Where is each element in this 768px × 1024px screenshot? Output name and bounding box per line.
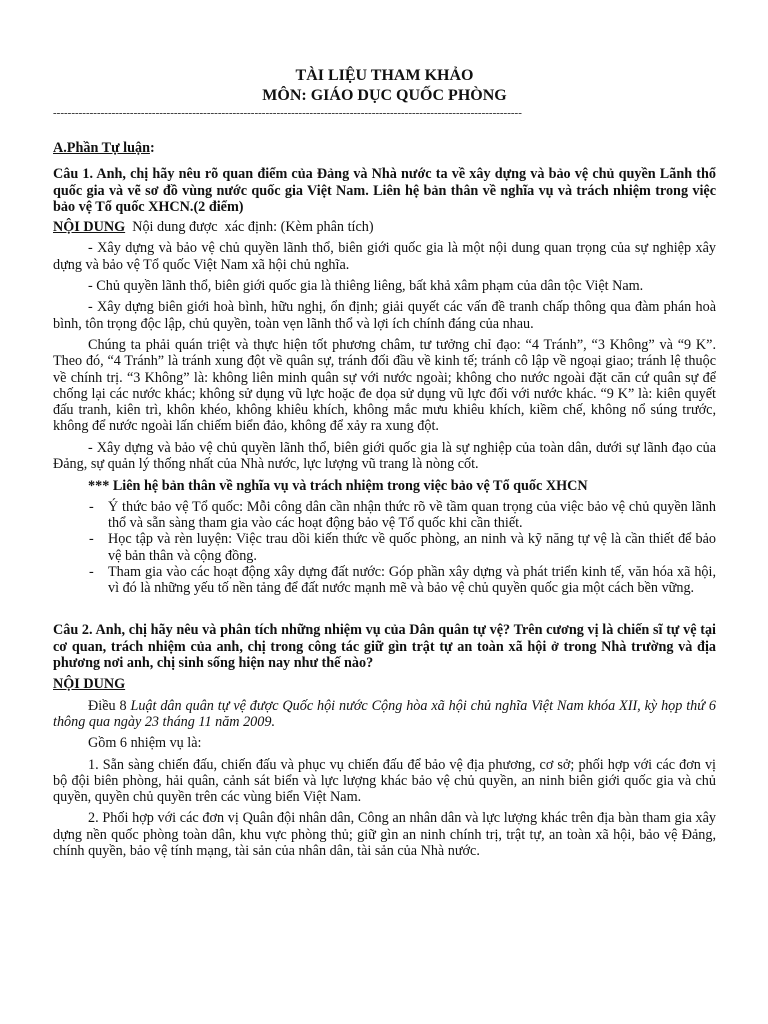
q1-paragraph: Chúng ta phải quán triệt và thực hiện tốt phương châm, tư tưởng chỉ đạo: “4 Tránh”, “3 Không” và “9 K”. Theo đó, “4 Tránh” là tránh xung đột về quân sự, tránh đối đầu về kinh tế; tránh cô lập về ngoại giao; tránh lệ thuộc về chính trị. “3 Không” là: không liên minh quân sự với nước ngoài; không cho nước ngoài đặt căn cứ quân sự để chống lại các nước khác; không sử dụng vũ lực hoặc đe dọa sử dụng vũ lực đối với nước khác. “9 K” là: kiên quyết đấu tranh, kiên trì, khôn khéo, không khiêu khích, không mắc mưu khiêu khích, kiềm chế, không nổ súng trước, không để nước ngoài lấn chiếm biển đảo, không để xảy ra xung đột. (53, 336, 716, 435)
separator-line: -------------------------------------------------------------------------------------------------------------------------------- (53, 107, 522, 119)
document-title-line2: MÔN: GIÁO DỤC QUỐC PHÒNG (262, 87, 507, 104)
q1-content-label: NỘI DUNG (53, 219, 126, 236)
q1-paragraph: - Chủ quyền lãnh thổ, biên giới quốc gia là thiêng liêng, bất khả xâm phạm của dân tộc Việt Nam. (88, 278, 644, 295)
part-a-colon: : (149, 140, 155, 156)
list-item: - Ý thức bảo vệ Tổ quốc: Mỗi công dân cần nhận thức rõ về tầm quan trọng của việc bảo vệ chủ quyền lãnh thổ và sẵn sàng tham gia vào các hoạt động bảo vệ Tổ quốc khi cần thiết. (108, 499, 716, 532)
part-a-heading (53, 140, 716, 156)
q1-content-note: Nội dung được xác định: (Kèm phân tích) (125, 219, 374, 236)
q1-relate-list (53, 499, 716, 597)
q2-law-prefix: Điều 8 (88, 697, 131, 714)
q2-task: 2. Phối hợp với các đơn vị Quân đội nhân dân, Công an nhân dân và lực lượng khác trên địa bàn tham gia xây dựng nền quốc phòng toàn dân, khu vực phòng thủ; giữ gìn an ninh chính trị, trật tự, an toàn xã hội, bảo vệ Đảng, chính quyền, bảo vệ tính mạng, tài sản của nhân dân, tài sản của Nhà nước. (53, 810, 716, 859)
question-1: Câu 1. Anh, chị hãy nêu rõ quan điểm của Đảng và Nhà nước ta về xây dựng và bảo vệ chủ quyền Lãnh thổ quốc gia và vẽ sơ đồ vùng nước quốc gia Việt Nam. Liên hệ bản thân về nghĩa vụ và trách nhiệm trong việc bảo vệ Tổ quốc XHCN.(2 điểm) (53, 166, 716, 215)
q2-intro: Gồm 6 nhiệm vụ là: (88, 735, 202, 752)
q1-relate-heading: *** Liên hệ bản thân về nghĩa vụ và trách nhiệm trong việc bảo vệ Tổ quốc XHCN (88, 478, 588, 495)
list-item: - Học tập và rèn luyện: Việc trau dồi kiến thức về quốc phòng, an ninh và kỹ năng tự vệ là cần thiết để bảo vệ bản thân và cộng đồng. (108, 531, 716, 564)
part-a-label: A.Phần Tự luận (53, 140, 150, 156)
document-title-line1: TÀI LIỆU THAM KHẢO (295, 67, 474, 84)
q2-law-reference (53, 698, 716, 731)
q2-task: 1. Sẵn sàng chiến đấu, chiến đấu và phục vụ chiến đấu để bảo vệ địa phương, cơ sở; phối hợp với các đơn vị bộ đội biên phòng, hải quân, cảnh sát biển và lực lượng khác bảo vệ chủ quyền, an ninh biên giới quốc gia và chủ quyền, quyền chủ quyền trên các vùng biển Việt Nam. (53, 756, 716, 806)
q1-content-heading (53, 219, 716, 235)
question-2: Câu 2. Anh, chị hãy nêu và phân tích những nhiệm vụ của Dân quân tự vệ? Trên cương vị là chiến sĩ tự vệ tại cơ quan, trách nhiệm của anh, chị trong công tác giữ gìn trật tự an toàn xã hội ở trong Nhà trường và địa phương nơi anh, chị sinh sống hiện nay như thế nào? (53, 622, 716, 672)
q2-content-label: NỘI DUNG (53, 676, 126, 693)
q1-paragraph: - Xây dựng biên giới hoà bình, hữu nghị, ổn định; giải quyết các vấn đề tranh chấp thông qua đàm phán hoà bình, tôn trọng độc lập, chủ quyền, toàn vẹn lãnh thổ và lợi ích chính đáng của nhau. (53, 299, 716, 332)
list-item: - Tham gia vào các hoạt động xây dựng đất nước: Góp phần xây dựng và phát triển kinh tế, văn hóa xã hội, vì đó là những yếu tố nền tảng để đất nước mạnh mẽ và bảo vệ chủ quyền quốc gia một cách bền vững. (108, 564, 716, 597)
q1-paragraph: - Xây dựng và bảo vệ chủ quyền lãnh thổ, biên giới quốc gia là một nội dung quan trọng của sự nghiệp xây dựng và bảo vệ Tổ quốc Việt Nam xã hội chủ nghĩa. (53, 240, 716, 273)
q2-law-title: Luật dân quân tự vệ được Quốc hội nước Cộng hòa xã hội chủ nghĩa Việt Nam khóa XII, kỳ họp thứ 6 thông qua ngày 23 tháng 11 năm 2009. (53, 697, 716, 730)
q1-paragraph: - Xây dựng và bảo vệ chủ quyền lãnh thổ, biên giới quốc gia là sự nghiệp của toàn dân, dưới sự lãnh đạo của Đảng, sự quản lý thống nhất của Nhà nước, lực lượng vũ trang là nòng cốt. (53, 439, 716, 473)
